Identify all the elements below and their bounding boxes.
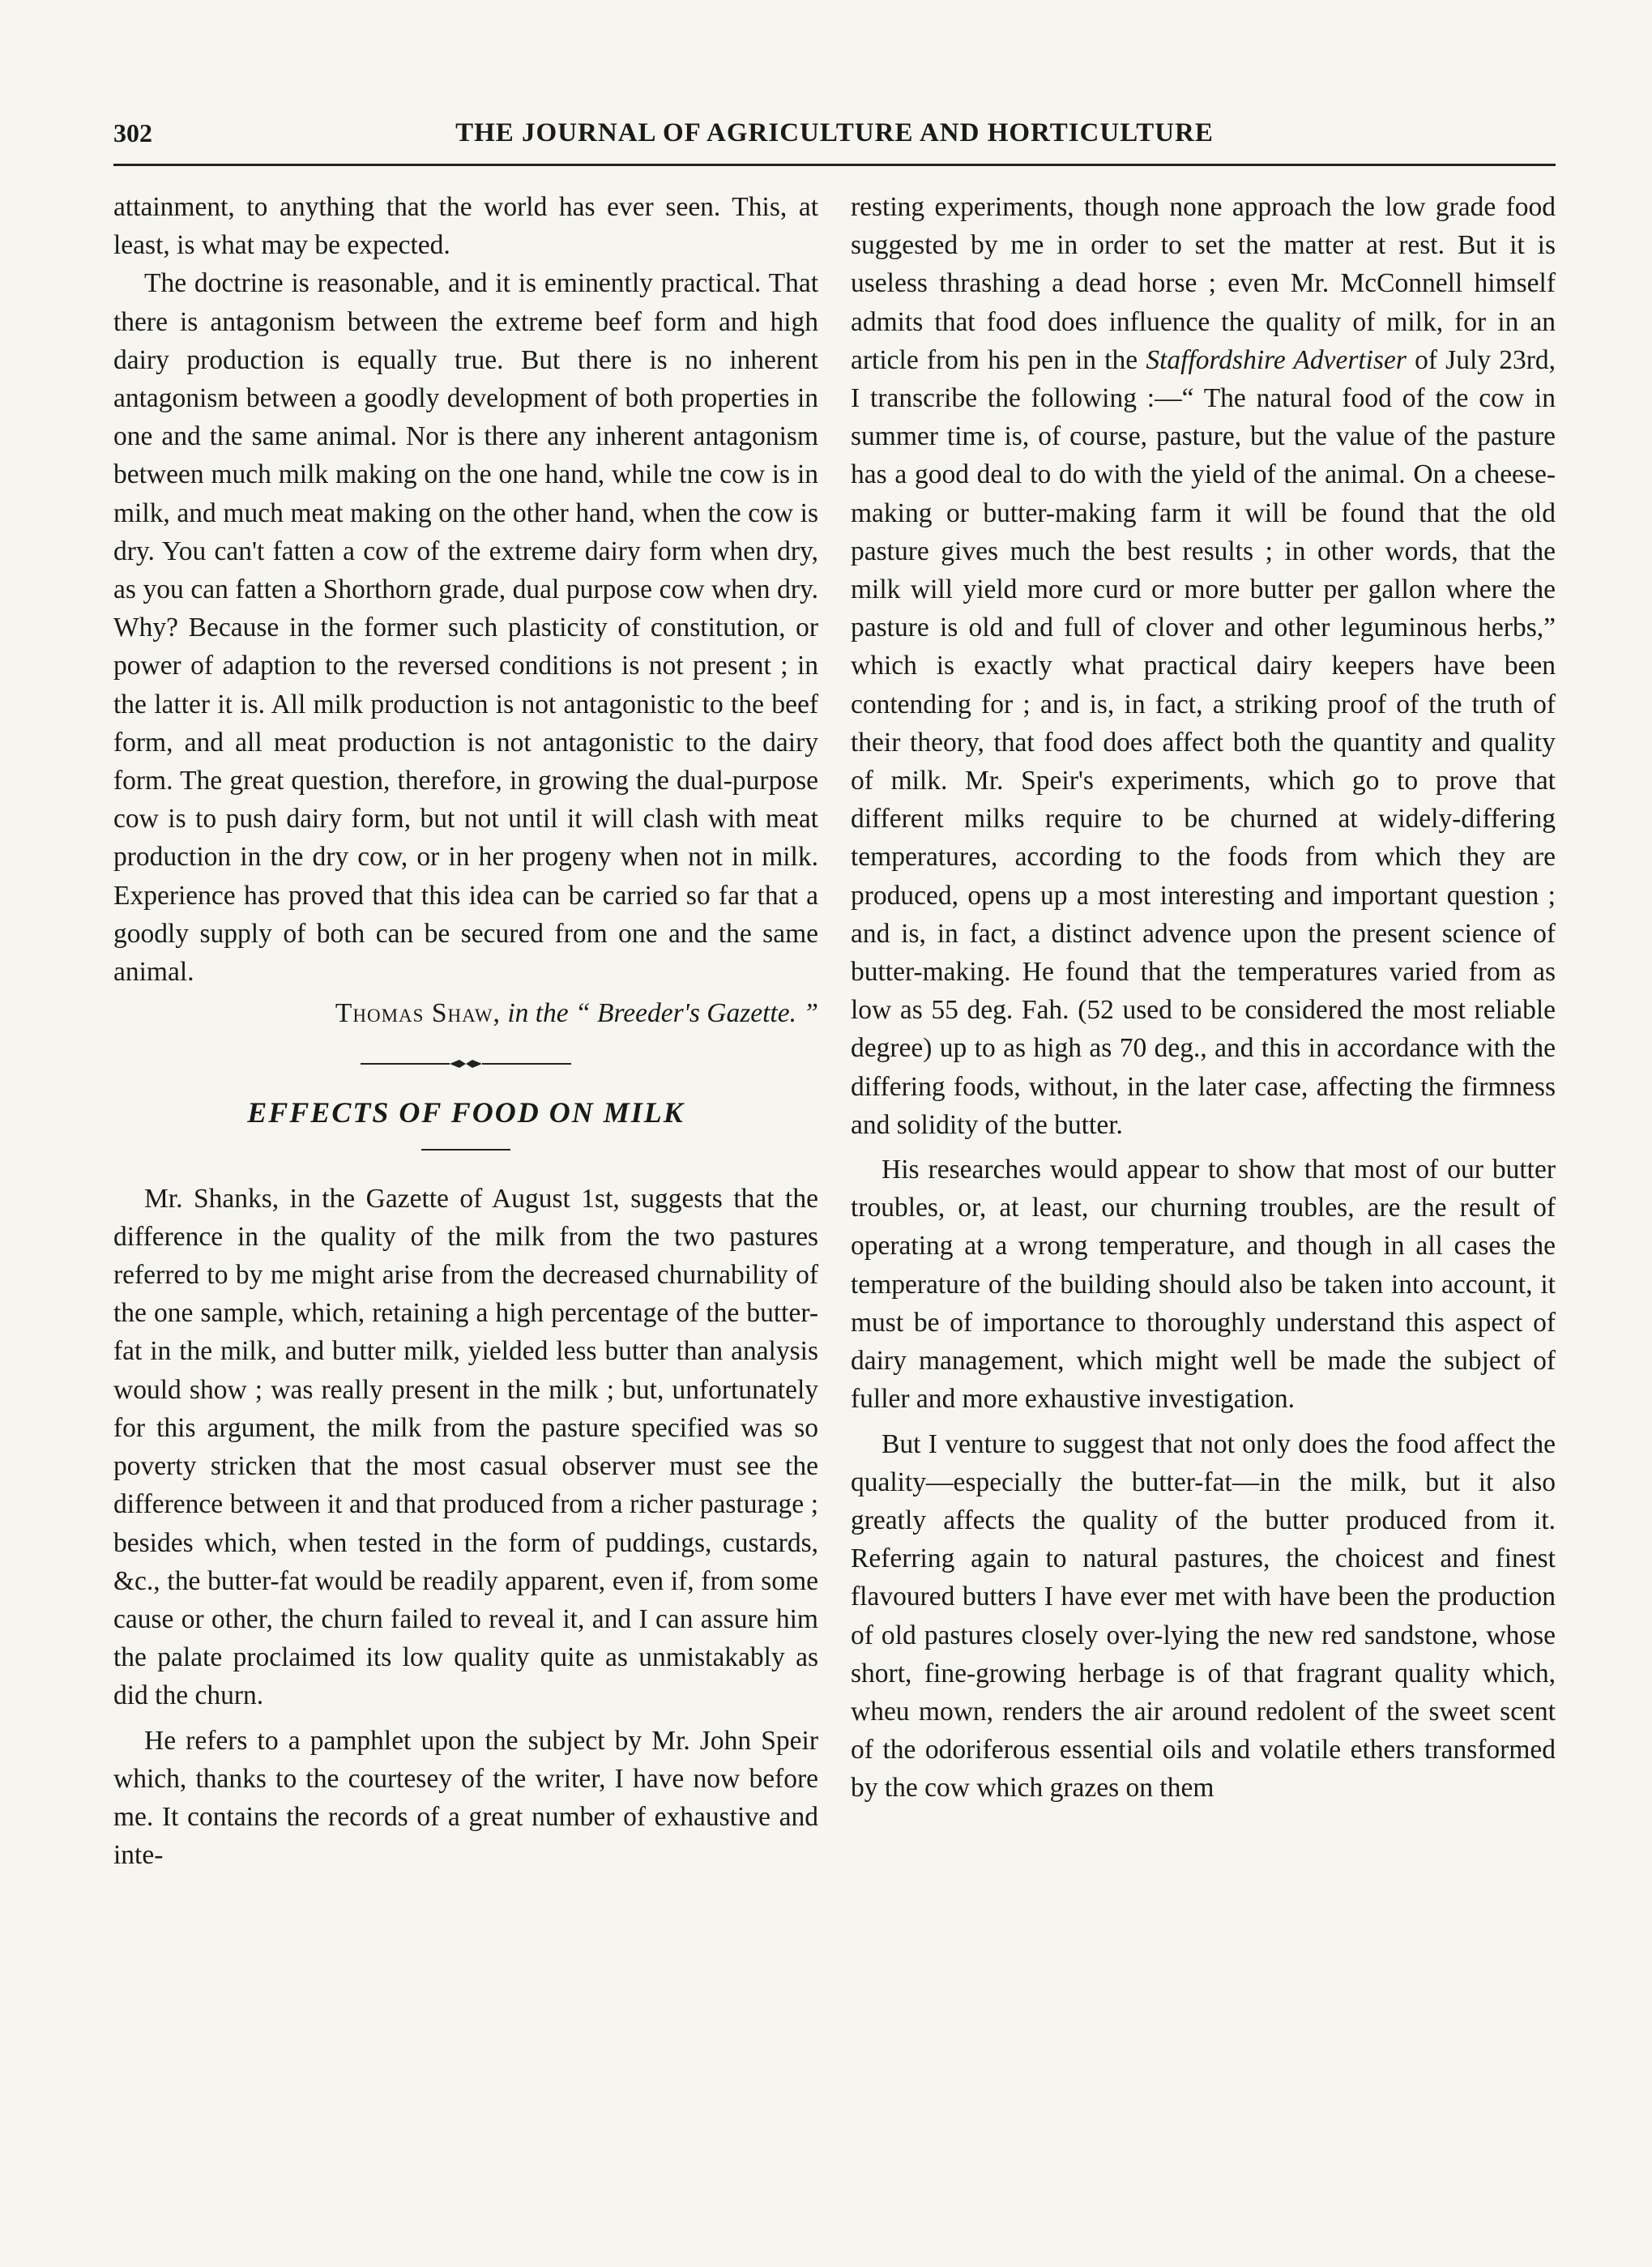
section-ornament: [361, 1057, 571, 1071]
page-number: 302: [113, 118, 152, 147]
paragraph: Mr. Shanks, in the Gazette of August 1st, suggests that the difference in the quality of the milk from the two pastures referred to by me might arise from the decreased churnability of the one sample, which, retaining a high percentage of the butter-fat in the milk, and butter milk, yielded less butter than analysis would show ; was really present in the milk ; but, unfortunately for this argument, the milk from the pasture specified was so poverty stricken that the most casual observer must see the difference between it and that produced from a richer pasturage ; besides which, when tested in the form of puddings, custards, &c., the butter-fat would be readily apparent, even if, from some cause or other, the churn failed to reveal it, and I can assure him the palate proclaimed its low quality quite as unmistakably as did the churn.: [113, 1183, 818, 1711]
paragraph-text: of July 23rd, I transcribe the following :—“ The natural food of the cow in summer time is, of course, pasture, but the value of the pasture has a good deal to do with the yield of the animal. On a cheese-making or butter-making farm it will be found that the old pasture gives much the best results ; in other words, that the milk will yield more curd or more butter per gallon where the pasture is old and full of clover and other leguminous herbs,” which is exactly what practical dairy keepers have been contending for ; and is, in fact, a striking proof of the truth of their theory, that food does affect both the quantity and quality of milk. Mr. Speir's experiments, which go to prove that different milks require to be churned at widely-differing temperatures, according to the foods from which they are produced, opens up a most interesting and important question ; and is, in fact, a distinct advence upon the present science of butter-making. He found that the temperatures varied from as low as 55 deg. Fah. (52 used to be considered the most reliable degree) up to as high as 70 deg., and this in accordance with the differing foods, without, in the later case, affecting the firmness and solidity of the butter.: [851, 344, 1556, 1140]
newspaper-name: Staffordshire Advertiser: [1146, 344, 1407, 375]
paragraph: [851, 188, 1556, 1144]
page-header: [113, 113, 1556, 162]
paragraph: But I venture to suggest that not only does the food affect the quality—especially the butter-fat—in the milk, but it also greatly affects the quality of the butter produced from it. Referring again to natural pastures, the choicest and finest flavoured butters I have ever met with have been the production of old pastures closely over-lying the new red sandstone, whose short, fine-growing herbage is of that fragrant quality which, wheu mown, renders the air around redolent of the sweet scent of the odoriferous essential oils and volatile ethers transformed by the cow which grazes on them: [851, 1428, 1556, 1804]
header-rule: [113, 164, 1556, 166]
signature-name: Thomas Shaw,: [335, 998, 501, 1029]
paragraph: attainment, to anything that the world has ever seen. This, at least, is what may be expected.: [113, 192, 818, 261]
right-column: [851, 188, 1556, 1808]
signature-source: in the “ Breeder's Gazette. ”: [507, 998, 818, 1029]
paragraph: He refers to a pamphlet upon the subject by Mr. John Speir which, thanks to the courtesey of the writer, I have now before me. It contains the records of a great number of exhaustive and inte-: [113, 1725, 818, 1871]
paragraph-text: resting experiments, though none approach the low grade food suggested by me in order to set the matter at rest. But it is useless thrashing a dead horse ; even Mr. McConnell himself admits that food does influence the quality of milk, for in an article from his pen in the: [851, 192, 1556, 375]
paragraph: His researches would appear to show that most of our butter troubles, or, at least, our churning troubles, are the result of operating at a wrong temperature, and though in all cases the temperature of the building should also be taken into account, it must be of importance to thoroughly understand this aspect of dairy management, which might well be made the subject of fuller and more exhaustive investigation.: [851, 1155, 1556, 1415]
left-column: [113, 188, 818, 1874]
article-signature: [113, 994, 818, 1032]
section-title: EFFECTS OF FOOD ON MILK: [247, 1096, 685, 1129]
running-title: THE JOURNAL OF AGRICULTURE AND HORTICULTURE: [455, 118, 1214, 147]
paragraph: The doctrine is reasonable, and it is eminently practical. That there is antagonism between the extreme beef form and high dairy production is equally true. But there is no inherent antagonism between a goodly development of both properties in one and the same animal. Nor is there any inherent antagonism between much milk making on the one hand, while tne cow is in milk, and much meat making on the other hand, when the cow is dry. You can't fatten a cow of the extreme dairy form when dry, as you can fatten a Shorthorn grade, dual purpose cow when dry. Why? Because in the former such plasticity of constitution, or power of adaption to the reversed conditions is not present ; in the latter it is. All milk production is not antagonistic to the beef form, and all meat production is not antagonistic to the dairy form. The great question, therefore, in growing the dual-purpose cow is to push dairy form, but not until it will clash with meat production in the dry cow, or in her progeny when not in milk. Experience has proved that this idea can be carried so far that a goodly supply of both can be secured from one and the same animal.: [113, 268, 818, 988]
title-rule: [421, 1149, 510, 1151]
